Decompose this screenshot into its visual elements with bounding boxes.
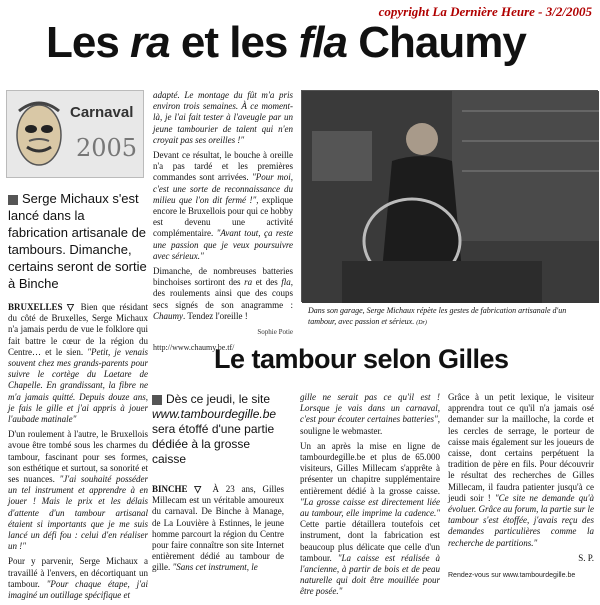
garage-photo-illustration bbox=[302, 91, 599, 303]
photo-caption: Dans son garage, Serge Michaux répète les gestes de fabrication artisanale d'un tambour, avec passion et sérieux. (Dr) bbox=[308, 306, 567, 326]
bullet-square-icon bbox=[152, 395, 162, 405]
article-photo bbox=[301, 90, 598, 302]
lead-paragraph: Serge Michaux s'est lancé dans la fabrication artisanale de tambours. Dimanche, certains seront de sortie à Binche bbox=[8, 191, 147, 291]
article-column-5: Grâce à un petit lexique, le visiteur apprendra tout ce qu'il n'a jamais osé demander sur la mailloche, la corde et les cercles de serrage, le porteur de caisse mais également sur les joueurs de caisse, dont certains perpétuent la tradition de père en fils. Pour découvrir le résultat des recherches de Gilles Millecam, il faudra patienter jusqu'à ce jeudi soir ! "Ce site ne demande qu'à évoluer. Grâce au forum, la partie sur le tambour s'est étoffée, j'avais reçu des demandes particulières comme la recherche de partitions." S. P. bbox=[448, 392, 595, 563]
chaumy-url: http://www.chaumy.be.tf/ bbox=[153, 343, 235, 353]
subhead: Le tambour selon Gilles bbox=[214, 344, 509, 374]
logo-title: Carnaval bbox=[70, 104, 134, 121]
lead-paragraph-2: Dès ce jeudi, le site www.tambourdegille.be sera étoffé d'une partie dédiée à la grosse caisse bbox=[152, 392, 277, 466]
bullet-square-icon bbox=[8, 195, 18, 205]
author-initials: S. P. bbox=[578, 552, 594, 563]
copyright-line: copyright La Dernière Heure - 3/2/2005 bbox=[378, 4, 592, 19]
article-column-4: gille ne serait pas ce qu'il est ! Lorsque je vais dans un carnaval, c'est pour écouter certaines batteries", souligne le webmaster. Un an après la mise en ligne de tambourdegille.be et plus de 65.000 visiteurs, Gilles Millecam s'apprête à présenter un chapitre supplémentaire entièrement dédié à la grosse caisse. "La grosse caisse est directement liée au tambour, elle imprime la cadence." Cette partie détaillera toutefois cet instrument, dont la fabrication est beaucoup plus délicate que celle d'un tambour. "La caisse est réalisée à l'ancienne, à partir de bois et de peau naturelle qui doit être mouillée pour être posée." bbox=[300, 392, 440, 597]
logo-year: 2005 bbox=[76, 134, 138, 162]
article-column-3: BINCHE ▽ À 23 ans, Gilles Millecam est un véritable amoureux du carnaval. De Binche à Manage, de La Louvière à Estinnes, le jeune homme parcourt la région du Centre pour faire connaître son site Internet entièrement dédié au tambour de gille. "Sans cet instrument, le bbox=[152, 484, 284, 573]
author-credit: Sophie Potie bbox=[257, 328, 293, 337]
footer-url: Rendez-vous sur www.tambourdegille.be bbox=[448, 572, 576, 579]
article-column-2: adapté. Le montage du fût m'a pris environ trois semaines. À ce moment-là, je l'ai fait tester à l'aveugle par un jeune tambourier de talent qui n'en croyait pas ses oreilles !" Devant ce résultat, le bouche à oreille n'a pas tardé et les premières commandes sont arrivées. "Pour moi, c'est une sorte de reconnaissance du milieu que l'on dit fermé !", explique encore le Bruxellois pour qui ce hobby est devenu une activité complémentaire. "Avant tout, ça reste une passion que je veux poursuivre avec sérieux." Dimanche, de nombreuses batteries binchoises sortiront des ra et des fla, des roulements ainsi que des coups secs signés de son anagramme : Chaumy. Tendez l'oreille ! Sophie Potie http://www.chaumy.be.tf/ bbox=[153, 90, 294, 353]
headline: Les ra et les fla Chaumy bbox=[46, 18, 526, 67]
article-column-1: BRUXELLES ▽ Bien que résidant du côté de Bruxelles, Serge Michaux n'a jamais perdu de vue le folklore qui fait battre le cœur de la région du Centre… et le sien. "Petit, je venais souvent chez mes grands-parents pour suivre le cortège du Laetare de Chapelle. En grandissant, la fibre ne m'a jamais quitté. Depuis douze ans, je fais le gille et j'ai appris à jouer l'aubade matinale" D'un roulement à l'autre, le Bruxellois avoue être tombé sous les charmes du tambour, fascinant pour ses formes, son esthétique et surtout, sa sonorité et ses nuances. "J'ai souhaité posséder un tel instrument et apprendre à en jouer ! Mais le prix et les délais d'attente d'un tambour artisanal étaient si importants que je me suis lancé un défi fou : celui d'en réaliser un !" Pour y parvenir, Serge Michaux a travaillé à l'envers, en décortiquant un tambour. "Pour chaque étape, j'ai imaginé un outillage spécifique et bbox=[8, 302, 149, 601]
